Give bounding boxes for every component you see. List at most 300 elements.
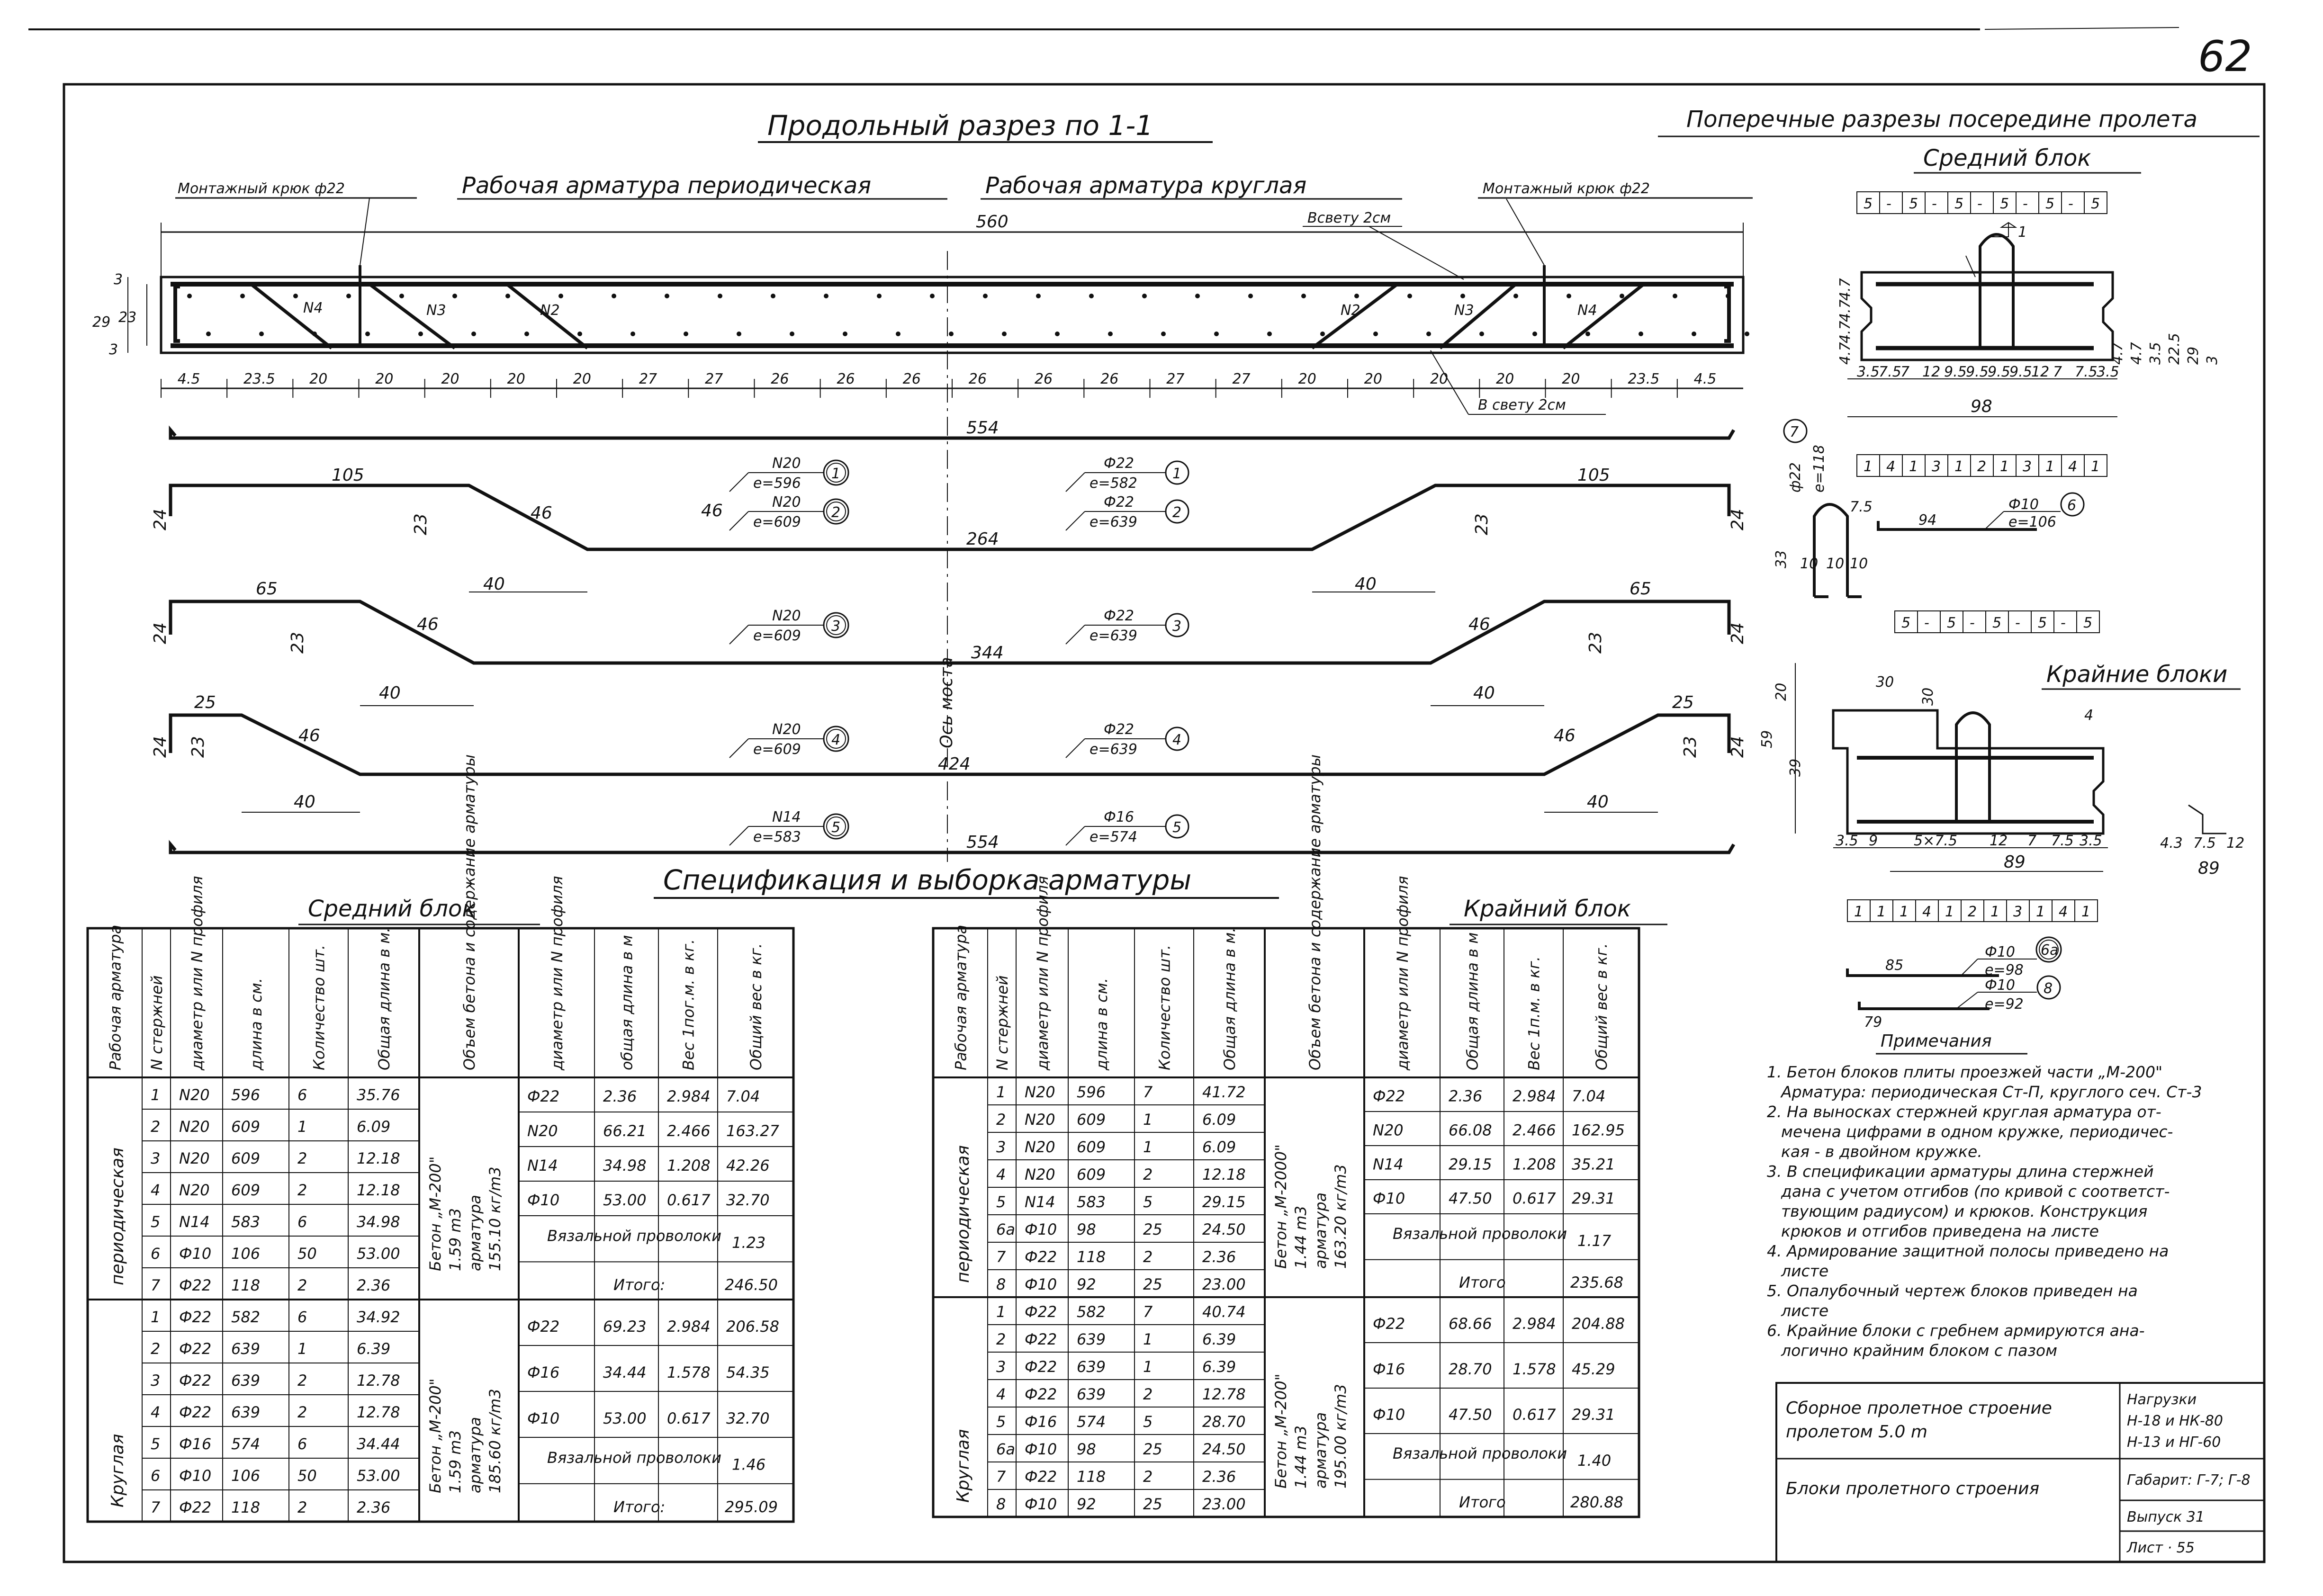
spec_mid-cell: 34.98 (357, 1213, 400, 1231)
spec_mid-header: диаметр или N профиля (188, 876, 206, 1070)
edge-strip-bottom-value: 4 (2059, 904, 2068, 920)
mid-strip-bottom-value: 4 (2068, 458, 2078, 475)
spec_edge-sel-cell: 1.578 (1513, 1360, 1556, 1379)
spec_edge-sel-cell: 28.70 (1449, 1360, 1492, 1379)
edge-strip-top-value: 5 (1901, 615, 1911, 631)
hook-label: ф22 (1787, 462, 1804, 493)
spec_edge-cell: 118 (1077, 1467, 1106, 1486)
spacing-dim: 4.5 (177, 371, 200, 387)
spec_mid-wire-label: Вязальной проволоки (547, 1227, 722, 1245)
rebar-dot (293, 294, 298, 298)
hook-num: 7 (1790, 424, 1799, 440)
spec_mid-cell: Ф16 (179, 1435, 212, 1453)
spec_mid-cell: 6 (297, 1086, 307, 1104)
spacing-dim: 20 (1562, 371, 1580, 387)
rebar-dot (737, 332, 741, 336)
stamp-title-3: Блоки пролетного строения (1786, 1479, 2040, 1498)
mid-right-dim: 3 (2204, 355, 2221, 365)
rebar-dot (471, 332, 476, 336)
mid-strip-top-value: - (1886, 196, 1891, 212)
note-line: дана с учетом отгибов (по кривой с соответст- (1781, 1182, 2170, 1201)
mid-bottom-dim: 7 (1900, 364, 1910, 380)
edge-bottom-dim: 9 (1869, 833, 1878, 849)
spec_mid-header: длина в см. (247, 977, 265, 1070)
spec_edge-cell: 12.18 (1202, 1165, 1246, 1184)
rebar-dot (1745, 332, 1749, 336)
spacing-dim: 27 (705, 371, 723, 387)
edge-blocks-title: Крайние блоки (2046, 661, 2228, 688)
mid-strip-top-value: 5 (1954, 196, 1964, 212)
bar-2-left-leader (729, 511, 748, 530)
spec_edge-cell: 574 (1077, 1412, 1106, 1431)
spec_mid-cell: 3 (151, 1372, 161, 1390)
spec_mid-header: Общий вес в кг. (747, 943, 765, 1070)
mid-strip-bottom-value: 1 (2091, 458, 2100, 475)
bar8-len: 79 (1864, 1014, 1882, 1031)
spec_mid-cell: 53.00 (357, 1245, 400, 1263)
rebar-dot (949, 332, 954, 336)
spec_edge-cell: Ф22 (1025, 1467, 1057, 1486)
spec_mid-concrete: 1.59 m3 (446, 1430, 464, 1493)
overall-length: 560 (976, 212, 1008, 232)
mid-left-dim: 4.7 (1837, 299, 1854, 322)
rebar-dot (630, 332, 635, 336)
clear-top-label: Всвету 2см (1307, 210, 1391, 226)
mid-strip-bottom-value: 3 (1932, 458, 1941, 475)
mid-left-dim: 4.7 (1837, 278, 1854, 301)
hook-dim-2: 10 (1826, 556, 1845, 572)
spec_edge-cell: 41.72 (1202, 1083, 1246, 1101)
spec_edge-cell: 2 (1143, 1165, 1153, 1184)
rebar-dot (1089, 294, 1094, 298)
spec_mid-header: Объем бетона и содержание арматуры (460, 754, 478, 1070)
bar-5-right-leader (1066, 826, 1085, 845)
spec_mid-cell: 639 (231, 1372, 261, 1390)
spec_edge-cell: 4 (996, 1385, 1006, 1403)
spec_mid-cell: N20 (179, 1086, 210, 1104)
spec_edge-cell: 7 (1143, 1083, 1153, 1101)
bar-4-right-leader (1066, 739, 1085, 758)
height-mid: 23 (118, 309, 137, 326)
spec_edge-cell: 583 (1077, 1193, 1106, 1211)
spec_edge-sel-cell: Ф10 (1373, 1406, 1405, 1424)
edge-strip-top-value: - (1970, 615, 1975, 631)
spec_mid-cell: Ф22 (179, 1276, 212, 1295)
mid-right-dim: 29 (2185, 346, 2202, 365)
mid-bottom-dim: 9.5 (1944, 364, 1967, 380)
spec_edge-cell: 1 (1143, 1357, 1153, 1376)
spec_mid-sel-cell: 7.04 (726, 1087, 760, 1106)
spec_mid-sel-cell: 54.35 (726, 1363, 770, 1381)
note-line: 1. Бетон блоков плиты проезжей части „М-200" (1767, 1063, 2163, 1081)
bar8-e: e=92 (1985, 996, 2024, 1013)
edge-bottom-dim: 12 (1990, 833, 2008, 849)
spec_edge-header: Объем бетона и содержание арматуры (1306, 754, 1324, 1070)
spec_mid-cell: 2 (151, 1118, 161, 1136)
bar-3-dim: 40 (379, 683, 401, 703)
spacing-dim: 23.5 (243, 371, 275, 387)
spacing-dim: 20 (1298, 371, 1316, 387)
bar-5-left-num: 5 (831, 819, 841, 836)
spec_mid-cell: 6.39 (357, 1340, 391, 1358)
mid-right-dim: 3.5 (2147, 342, 2164, 365)
mid-bottom-dim: 3.5 (1857, 364, 1880, 380)
spec_mid-cell: 2 (297, 1403, 307, 1422)
mid-left-dim: 4.7 (1837, 321, 1854, 343)
edge-width: 89 (2004, 852, 2026, 872)
spec_mid-cell: 6 (297, 1213, 307, 1231)
spec_mid-header: Вес 1пог.м. в кг. (679, 939, 698, 1070)
edge-strip-top-value: 5 (2038, 615, 2047, 631)
trim-line-right (1985, 27, 2179, 29)
rebar-dot (259, 332, 264, 336)
rebar-dot (1620, 294, 1624, 298)
spec_edge-sel-cell: Ф16 (1373, 1360, 1405, 1379)
spec_mid-header: Рабочая арматура (106, 924, 125, 1070)
spec_mid-concrete: 185.60 кг/m3 (486, 1389, 504, 1493)
spec_mid-cell: 6 (151, 1467, 161, 1485)
spec_mid-total-label: Итого: (613, 1276, 666, 1294)
spec_edge-cell: N20 (1025, 1165, 1055, 1184)
spec_mid-cell: 596 (231, 1086, 261, 1104)
rebar-dot (240, 294, 245, 298)
spec_edge-cell: 25 (1143, 1220, 1162, 1238)
bar-4-dim: 25 (194, 693, 216, 712)
spec_mid-cell: 2 (297, 1498, 307, 1517)
edge-strip-top-value: - (2015, 615, 2020, 631)
mid-right-dim: 4.7 (2109, 342, 2126, 365)
bar-1-right-mark: Ф22 (1104, 455, 1134, 472)
bar-5-left-e: e=583 (753, 829, 801, 845)
spec_edge-cell: 2 (1143, 1385, 1153, 1403)
spec_edge-cell: 92 (1077, 1495, 1096, 1513)
bar-2-dim: 40 (1355, 574, 1377, 594)
left-hook-bar (175, 287, 180, 341)
edge-bottom-dim: 3.5 (1836, 833, 1858, 849)
middle-cut-label: 1 (2018, 224, 2027, 241)
rebar-dot (1692, 332, 1696, 336)
bar-3-left-mark: N20 (772, 608, 801, 624)
spec_edge-cell: 2 (996, 1110, 1006, 1129)
bar-3-shape (171, 601, 1729, 663)
spec_mid-cell: 34.44 (357, 1435, 400, 1453)
mid-bottom-dim: 3.5 (2097, 364, 2119, 380)
spec_edge-cell: 609 (1077, 1138, 1106, 1156)
mid-strip-top-value: - (2023, 196, 2028, 212)
cross-sections (1658, 106, 2260, 1031)
mid-bottom-dim: 7.5 (1879, 364, 1901, 380)
mid-bottom-dim: 9.5 (1988, 364, 2010, 380)
edge-strip-bottom-value: 1 (1900, 904, 1909, 920)
bar-3-dim: 24 (151, 622, 170, 644)
note-line: листе (1781, 1262, 1829, 1280)
mid-left-dim: 4.7 (1837, 342, 1854, 365)
height-total: 29 (92, 314, 111, 331)
rebar-dot (1195, 294, 1200, 298)
bar6a-shape (1847, 968, 1999, 976)
bar-4-right-mark: Ф22 (1104, 721, 1134, 738)
bar8-num: 8 (2044, 980, 2053, 997)
rebar-dot (1301, 294, 1306, 298)
note-line: мечена цифрами в одном кружке, периодичес- (1781, 1122, 2173, 1141)
title-stamp (1776, 1383, 2264, 1562)
edge-strip-bottom-value: 4 (1922, 904, 1932, 920)
spec_edge-cell: 5 (1143, 1193, 1153, 1211)
spec_edge-cell: 98 (1077, 1220, 1096, 1238)
spec_mid-cell: 6.09 (357, 1118, 391, 1136)
spec_mid-cell: 609 (231, 1118, 261, 1136)
edge-right-dim-3: 12 (2226, 835, 2245, 852)
edge-dim-4: 4 (2084, 707, 2094, 724)
spec_mid-sel-cell: 32.70 (726, 1409, 770, 1427)
spec_mid-sel-cell: Ф22 (527, 1087, 560, 1106)
spec_mid-cell: 2.36 (357, 1498, 391, 1517)
spec_mid-sel-cell: 206.58 (726, 1317, 779, 1336)
note-line: кая - в двойном кружке. (1781, 1142, 1982, 1161)
bar-2-dim: 23 (411, 513, 431, 535)
spec_edge-cell: 23.00 (1202, 1495, 1246, 1513)
spacing-dim: 20 (1430, 371, 1449, 387)
spacing-dim: 27 (639, 371, 657, 387)
spec_edge-cell: 6.09 (1202, 1110, 1236, 1129)
rebar-periodic-label: Рабочая арматура периодическая (462, 172, 872, 199)
bar-2-dim: 46 (531, 503, 552, 523)
edge-strip-top-value: - (1924, 615, 1929, 631)
bar6a-mark: Ф10 (1985, 944, 2015, 960)
spec_edge-cell: Ф16 (1025, 1412, 1057, 1431)
bar6a-len: 85 (1885, 957, 1904, 974)
bar-2-length: 264 (966, 529, 999, 549)
bar-3-dim: 65 (256, 579, 278, 599)
spacing-dims (161, 371, 1716, 398)
spec_edge-header: Общий вес в кг. (1593, 943, 1611, 1070)
spec_edge-sel-cell: 1.208 (1513, 1155, 1556, 1174)
edge-bottom-dim: 3.5 (2080, 833, 2102, 849)
rebar-dot (877, 294, 882, 298)
hook-detail (1814, 504, 1847, 597)
bar-2-right-leader (1066, 511, 1085, 530)
spec_edge-wire-value: 1.17 (1577, 1231, 1612, 1250)
spec_edge-cell: 596 (1077, 1083, 1106, 1101)
note-line: 3. В спецификации арматуры длина стержней (1767, 1162, 2154, 1181)
note-line: 4. Армирование защитной полосы приведено на (1767, 1242, 2169, 1260)
rebar-dot (843, 332, 847, 336)
spec_edge-concrete: 163.20 кг/m3 (1332, 1164, 1350, 1269)
spec_mid-cell: 2 (297, 1149, 307, 1168)
rebar-dot (1161, 332, 1166, 336)
spec_edge-cell: 25 (1143, 1440, 1162, 1458)
bent-bar-n3-right (1440, 284, 1516, 348)
bar-3-dim: 23 (288, 632, 307, 654)
spec_mid-total-value: 295.09 (725, 1498, 778, 1516)
mid-right-dim: 22.5 (2166, 333, 2183, 365)
spec_edge-cell: 28.70 (1202, 1412, 1246, 1431)
spec_edge-cell: Ф10 (1025, 1275, 1057, 1293)
mid-strip-top-value: 5 (2000, 196, 2009, 212)
rebar-dot (1673, 294, 1677, 298)
middle-block-title: Средний блок (1923, 145, 2091, 171)
spec_edge-sel-cell: 35.21 (1572, 1155, 1615, 1174)
middle-hook (1980, 234, 2013, 348)
mid-right-dim: 4.7 (2128, 342, 2145, 365)
spec_mid-sel-cell: 34.44 (603, 1363, 647, 1381)
hook-height: 33 (1773, 550, 1790, 568)
bridge-axis-label: Ось моста (937, 657, 956, 748)
spec_mid-cell: 106 (231, 1245, 261, 1263)
spec_mid-cell: 1 (151, 1086, 161, 1104)
spec_mid-cell: 2 (297, 1181, 307, 1200)
note-line: 2. На выносках стержней круглая арматура от- (1767, 1103, 2161, 1121)
spec_edge-header: Рабочая арматура (952, 924, 970, 1070)
mark-n3-left: N3 (426, 302, 446, 319)
spec_mid-cell: 118 (231, 1498, 261, 1517)
spec_edge-cell: 1 (996, 1083, 1006, 1101)
edge-strip-bottom-value: 1 (2081, 904, 2091, 920)
spec_edge-sel-cell: 162.95 (1572, 1121, 1625, 1139)
spec_edge-cell: 5 (1143, 1412, 1153, 1431)
spec_edge-cell: 1 (1143, 1330, 1153, 1348)
bar6-len: 94 (1918, 512, 1937, 529)
spec_mid-sel-cell: 163.27 (726, 1122, 779, 1140)
spec_mid-concrete: Бетон „М-200" (426, 1156, 444, 1271)
spec_edge-total-value: 235.68 (1570, 1273, 1623, 1291)
bar8-mark: Ф10 (1985, 977, 2015, 994)
edge-right-notch (2188, 805, 2226, 834)
spec_edge-sel-cell: 0.617 (1513, 1406, 1556, 1424)
rebar-dots (187, 294, 1749, 336)
spec-mid-caption: Средний блок (308, 896, 476, 922)
rebar-dot (206, 332, 211, 336)
edge-strip-bottom-value: 1 (2036, 904, 2045, 920)
spec_edge-cell: 1 (1143, 1138, 1153, 1156)
spec_edge-cell: 24.50 (1202, 1440, 1246, 1458)
spec_mid-group-label: Круглая (108, 1434, 127, 1507)
mid-strip-bottom-value: 3 (2023, 458, 2032, 475)
edge-strip-bottom-value: 3 (2013, 904, 2023, 920)
rebar-dot (1426, 332, 1431, 336)
spec_edge-group-label: Круглая (954, 1429, 973, 1503)
bar-4-length: 424 (938, 754, 971, 774)
spec_edge-header: Общая длина в м (1463, 932, 1482, 1070)
spec_edge-cell: 8 (996, 1275, 1006, 1293)
bar-4-dim: 46 (1554, 726, 1576, 745)
rebar-round-label: Рабочая арматура круглая (985, 172, 1307, 199)
spec_mid-header: диаметр или N профиля (548, 876, 566, 1070)
spacing-dim: 20 (309, 371, 328, 387)
edge-bottom-dim: 7.5 (2051, 833, 2074, 849)
spec_mid-total-value: 246.50 (725, 1276, 778, 1294)
mid-bottom-dim: 12 (1922, 364, 1941, 380)
spacing-dim: 20 (1364, 371, 1382, 387)
mid-bottom-dim: 7.5 (2075, 364, 2098, 380)
spec_edge-header: длина в см. (1093, 977, 1111, 1070)
spec_mid-cell: Ф22 (179, 1498, 212, 1517)
spec_edge-cell: N20 (1025, 1110, 1055, 1129)
spec_mid-cell: 582 (231, 1308, 261, 1327)
spec_edge-sel-cell: 45.29 (1572, 1360, 1615, 1379)
hook-dim-1: 10 (1800, 556, 1819, 572)
spacing-dim: 26 (837, 371, 855, 387)
spec_mid-cell: 609 (231, 1149, 261, 1168)
spec_edge-cell: 5 (996, 1193, 1006, 1211)
section-title: Продольный разрез по 1-1 (767, 109, 1153, 142)
mid-bottom-dim: 9.5 (2009, 364, 2032, 380)
spec_mid-cell: 12.18 (357, 1181, 400, 1200)
spec_edge-cell: 6а (996, 1440, 1015, 1458)
hook-right-label: Монтажный крюк ф22 (1483, 180, 1650, 197)
spec_mid-cell: 2.36 (357, 1276, 391, 1295)
spec_mid-sel-cell: Ф16 (527, 1363, 560, 1381)
rebar-dot (684, 332, 688, 336)
notes-title: Примечания (1881, 1031, 1992, 1051)
spec_mid-sel-cell: 2.984 (667, 1087, 711, 1106)
rebar-dot (930, 294, 935, 298)
spec_mid-concrete: Бетон „М-200" (426, 1378, 444, 1493)
spec_edge-cell: 7 (1143, 1302, 1153, 1321)
bar-4-right-num: 4 (1172, 732, 1182, 748)
bar-5-right-e: e=574 (1089, 829, 1137, 845)
spec_edge-sel-cell: N20 (1373, 1121, 1404, 1139)
rebar-dot (1267, 332, 1272, 336)
spec_mid-cell: N20 (179, 1181, 210, 1200)
spec_mid-total-label: Итого: (613, 1498, 666, 1516)
rebar-dot (896, 332, 900, 336)
edge-strip-bottom-value: 2 (1968, 904, 1977, 920)
spec_edge-sel-cell: 2.466 (1513, 1121, 1556, 1139)
mid-strip-top-value: 5 (2091, 196, 2100, 212)
spec_mid-wire-value: 1.23 (732, 1234, 766, 1252)
bar-1-right-e: e=582 (1089, 475, 1137, 492)
rebar-dot (1142, 294, 1147, 298)
bar-3-dim: 46 (1468, 615, 1490, 634)
bar-3-right-leader (1066, 625, 1085, 644)
spec_mid-cell: 5 (151, 1213, 161, 1231)
spacing-dim: 27 (1232, 371, 1251, 387)
edge-width-2: 89 (2198, 859, 2220, 878)
spec_edge-header: Вес 1п.м. в кг. (1525, 956, 1543, 1070)
rebar-dot (346, 294, 351, 298)
spec_mid-group-label: периодическая (108, 1148, 127, 1285)
bar-2-dim: 46 (701, 501, 723, 520)
spec_edge-cell: 2 (1143, 1467, 1153, 1486)
spec_edge-group-label: периодическая (954, 1145, 973, 1283)
spec_edge-cell: 582 (1077, 1302, 1106, 1321)
spec_mid-concrete: 155.10 кг/m3 (486, 1166, 504, 1271)
bar-2-right-e: e=639 (1089, 514, 1137, 530)
spec_mid-sel-cell: 1.578 (667, 1363, 711, 1381)
spec_mid-cell: 609 (231, 1181, 261, 1200)
edge-section-outline (1833, 710, 2103, 834)
bar-1-length: 554 (966, 418, 999, 438)
mid-bottom-dim: 7 (2053, 364, 2062, 380)
bar-4-dim: 23 (1681, 736, 1700, 758)
height-top-cover: 3 (114, 271, 123, 288)
spec_edge-sel-cell: 7.04 (1572, 1087, 1606, 1105)
bar-2-dim: 40 (483, 574, 505, 594)
bar-4-right-e: e=639 (1089, 741, 1137, 758)
spec_mid-wire-value: 1.46 (732, 1455, 766, 1474)
spec_edge-sel-cell: Ф22 (1373, 1087, 1405, 1105)
spec_edge-cell: 6.39 (1202, 1357, 1236, 1376)
edge-right-dim-1: 4.3 (2160, 835, 2183, 852)
spec_edge-sel-cell: 2.984 (1513, 1315, 1556, 1333)
spec_mid-sel-cell: N14 (527, 1157, 558, 1175)
spec_mid-sel-cell: 42.26 (726, 1157, 770, 1175)
spec_edge-sel-cell: 47.50 (1449, 1406, 1492, 1424)
rebar-dot (558, 294, 563, 298)
bar-5-length: 554 (966, 833, 999, 852)
edge-strip-bottom-value: 1 (1854, 904, 1864, 920)
